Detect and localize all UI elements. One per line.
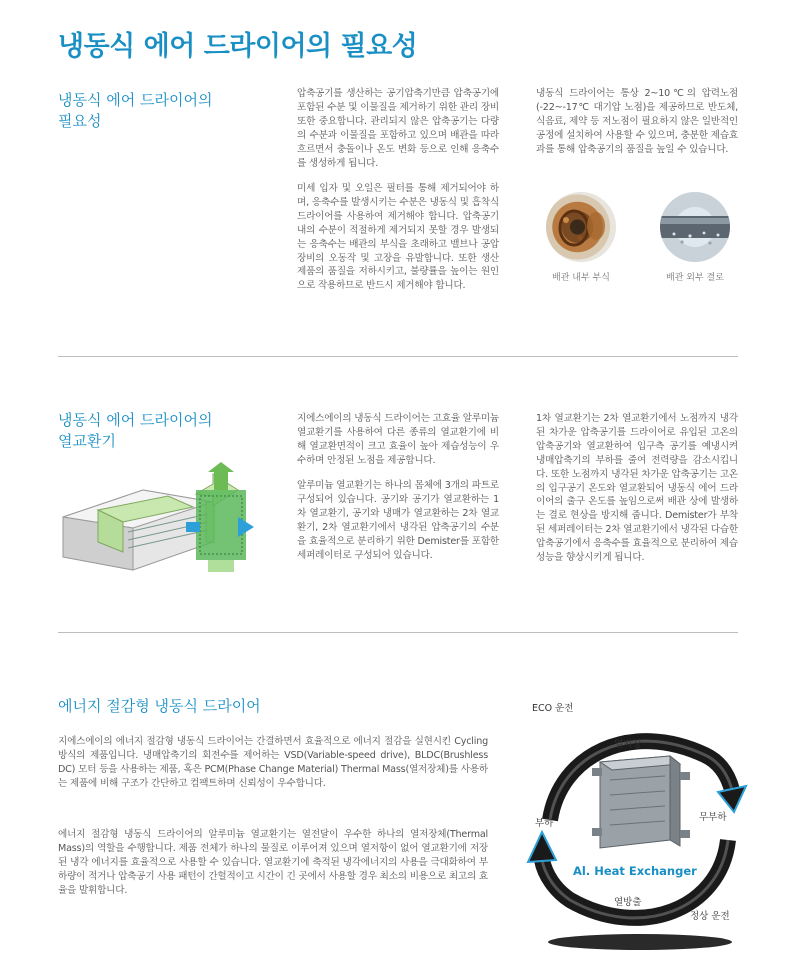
al-heat-exchanger-label: Al. Heat Exchanger <box>573 864 697 878</box>
section1-heading <box>58 90 258 132</box>
caption-internal-corrosion: 배관 내부 부식 <box>552 273 610 283</box>
section2-heading <box>58 410 258 452</box>
page-title: 냉동식 에어 드라이어의 필요성 <box>58 31 418 62</box>
section3-para2: 에너지 절감형 냉동식 드라이어의 알루미늄 열교환기는 열전달이 우수한 하나의 열저장체(Thermal Mass)의 역할을 수행합니다. 제품 전체가 하나의 물질로 이루어져 있으며 열저항이 없어 열교환기에 저장된 냉각 에너지를 효율적으로 사용할 수 있습니다. 열교환기에 축적된 냉각에너지의 사용을 극대화하여 부하량이 적거나 압축공기 사용 패턴이 간헐적이고 시간이 긴 곳에서 사용할 경우 최소의 비용으로 최고의 효율을 발휘합니다. <box>58 829 488 896</box>
section2-col2-para: 1차 열교환기는 2차 열교환기에서 노점까지 냉각된 차가운 압축공기를 드라이어로 유입된 고온의 압축공기와 열교환하여 입구측 공기를 예냉시켜 냉매압축기의 부하를 줄여 전력량을 감소시킵니다. 또한 노점까지 냉각된 차가운 압축공기는 고온의 입구공기 온도와 열교환되어 냉동식 에어 드라이어의 출구 온도를 높임으로써 배관 상에 발생하는 결로 현상을 방지해 줍니다. Demister가 부착된 세퍼레이터는 2차 열교환기에서 냉각된 다습한 압축공기에서 응축수를 효율적으로 분리하여 제습성능을 향상시키게 됩니다. <box>536 413 738 564</box>
divider-1 <box>58 356 738 357</box>
no-load-label: 무부하 <box>699 812 727 823</box>
section1-heading-line2: 필요성 <box>58 112 102 130</box>
section2-col1-para1: 지에스에이의 냉동식 드라이어는 고효율 알루미늄 열교환기를 사용하여 다른 종류의 열교환기에 비해 열교환면적이 크고 효율이 높아 제습성능이 우수하며 안정된 노점을 제공합니다. <box>297 413 499 466</box>
section1-heading-line1: 냉동식 에어 드라이어의 <box>58 91 213 109</box>
section1-col1-para2: 미세 입자 및 오일은 필터를 통해 제거되어야 하며, 응축수를 발생시키는 수분은 냉동식 및 흡착식 드라이어를 사용하여 제거해야 합니다. 압축공기 내의 수분이 적절하게 제거되지 못할 경우 발생되는 응축수는 배관의 부식을 초래하고 밸브나 공압장비의 오동작 및 고장을 유발합니다. 또한 생산 제품의 품질을 저하시키고, 불량률을 높이는 원인으로 작용하므로 반드시 제거해야 합니다. <box>297 183 499 292</box>
eco-operation-label: ECO 운전 <box>532 703 574 714</box>
section1-col1-para1: 압축공기를 생산하는 공기압축기만큼 압축공기에 포함된 수분 및 이물질을 제거하기 위한 관리 장비 또한 중요합니다. 관리되지 않은 압축공기는 다량의 수분과 이물질을 포함하고 있으며 배관을 따라 흐르면서 충돌이나 온도 변화 등으로 인해 응축수를 생성하게 됩니다. <box>297 88 499 169</box>
load-label: 부하 <box>535 818 554 829</box>
normal-operation-label: 정상 운전 <box>690 911 730 922</box>
divider-2 <box>58 632 738 633</box>
section2-heading-line2: 열교환기 <box>58 432 116 450</box>
section3-para1: 지에스에이의 에너지 절감형 냉동식 드라이어는 간결하면서 효율적으로 에너지 절감을 실현시킨 Cycling 방식의 제품입니다. 냉매압축기의 회전수를 제어하는 VSD(Variable-speed drive), BLDC(Brushless DC) 모터 등을 사용하는 제품, 혹은 PCM(Phase Change Material) Thermal Mass(열저장체)를 사용하는 제품에 비해 구조가 간단하고 컴팩트하며 신뢰성이 우수합니다. <box>58 736 488 789</box>
pipe-condensation-photo <box>660 192 730 262</box>
section2-heading-line1: 냉동식 에어 드라이어의 <box>58 411 213 429</box>
heat-release-label: 열방출 <box>614 897 642 908</box>
section2-col1-para2: 알루미늄 열교환기는 하나의 몸체에 3개의 파트로 구성되어 있습니다. 공기와 공기가 열교환하는 1차 열교환기, 공기와 냉매가 열교환하는 2차 열교환기, 2차 열교환기에서 냉각된 압축공기의 수분을 효율적으로 분리하기 위한 Demister를 포함한 세퍼레이터로 구성되어 있습니다. <box>297 480 499 561</box>
section1-col2-para: 냉동식 드라이어는 통상 2~10℃의 압력노점(-22~-17℃ 대기압 노점)을 제공하므로 반도체, 식음료, 제약 등 저노점이 필요하지 않은 일반적인 공정에 설치하여 사용할 수 있으며, 충분한 제습효과를 통해 압축공기의 품질을 높일 수 있습니다. <box>536 88 738 155</box>
heat-exchanger-illustration <box>58 462 268 574</box>
pipe-corrosion-photo <box>546 192 616 262</box>
section3-heading: 에너지 절감형 냉동식 드라이어 <box>58 697 261 715</box>
caption-external-condensation: 배관 외부 결로 <box>666 273 724 283</box>
heat-storage-label: 열저장 <box>614 739 642 750</box>
